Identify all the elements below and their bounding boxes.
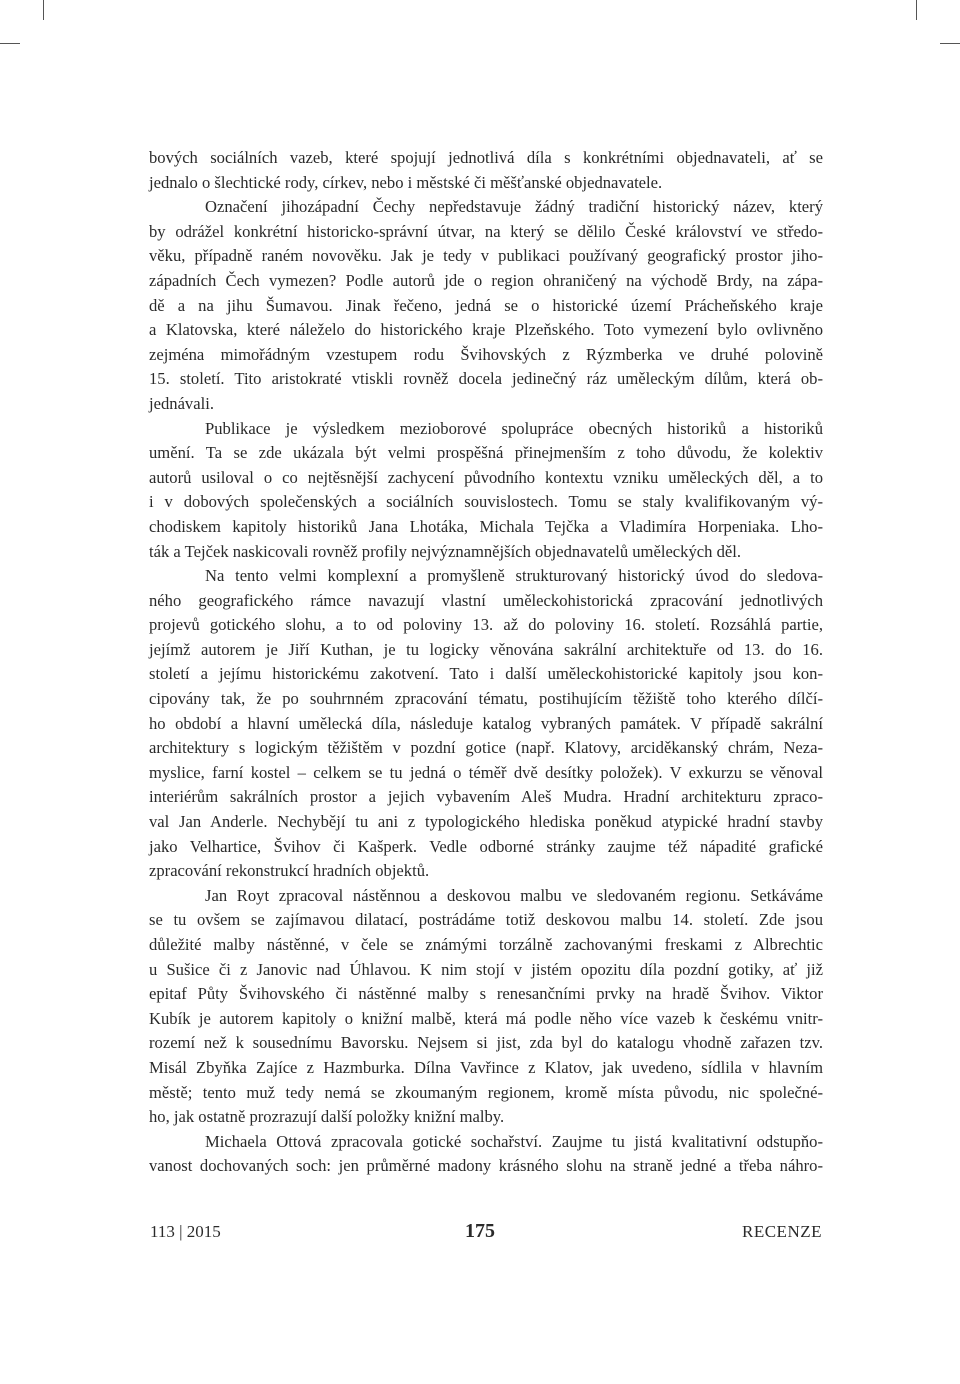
text-line: se tu ovšem se zajímavou dilatací, postrádáme totiž deskovou malbu 14. století. Zde jsou [149,910,823,930]
text-line: ho, jak ostatně prozrazují další položky knižní malby. [149,1107,505,1127]
text-line: důležité malby nástěnné, v čele se známými torzálně zachovanými freskami z Albrechtic [149,935,823,954]
text-line: ták a Tejček naskicovali rovněž profily nejvýznamnějších objednavatelů uměleckých děl. [149,541,741,561]
text-line: chodiskem kapitoly historiků Jana Lhotáka, Michala Tejčka a Vladimíra Horpeniaka. Lho- [149,516,823,536]
text-line: vanost dochovaných soch: jen průměrné madony krásného slohu na straně jedné a třeba náhro- [149,1156,823,1176]
text-line: interiérům sakrálních prostor a jejich vybavením Aleš Mudra. Hradní architekturu zpraco- [149,787,823,807]
text-line: jako Velhartice, Švihov či Kašperk. Vedle odborné stránky zaujme též nápadité grafické [149,836,823,856]
issue-label: 113 | 2015 [150,1222,221,1241]
section-label: RECENZE [742,1222,822,1241]
text-line: západních Čech vymezen? Podle autorů jde o region ohraničený na východě Brdy, na zápa- [149,270,823,290]
text-line: městě; tento muž tedy nemá se zkoumaným regionem, kromě místa původu, nic společné- [149,1082,823,1102]
text-line: Na tento velmi komplexní a promyšleně strukturovaný historický úvod do sledova- [205,566,823,586]
text-line: jednávali. [149,393,214,413]
text-line: by odrážel konkrétní historicko-správní útvar, na který se dělilo České království ve středo- [149,221,823,241]
text-line: u Sušice či z Janovic nad Úhlavou. K nim stojí v jistém opozitu díla pozdní gotiky, ať již [149,959,823,979]
text-line: projevů gotického slohu, a to od poloviny 13. až do poloviny 16. století. Rozsáhlá partie, [149,615,823,635]
crop-mark [0,43,20,44]
page-number: 175 [465,1220,495,1242]
text-line: cipovány tak, že po souhrnném zpracování tématu, postihujícím těžiště toho kterého dílčí- [149,689,823,709]
text-line: epitaf Půty Švihovského či nástěnné malby s renesančními prvky na hradě Švihov. Viktor [149,984,823,1004]
text-line: i v dobových společenských a sociálních souvislostech. Tomu se staly kvalifikovaným vý- [149,492,823,512]
text-line: ho období a hlavní umělecká díla, následuje katalog vybraných památek. V případě sakrální [149,713,823,733]
text-line: val Jan Anderle. Nechybějí tu ani z typologického hlediska poněkud atypické hradní stavby [149,812,823,832]
body-text [149,146,823,1179]
text-line: Kubík je autorem kapitoly o knižní malbě, která má podle něho více vazeb k českému vnitr- [149,1008,823,1028]
crop-mark [940,43,960,44]
text-line: Jan Royt zpracoval nástěnnou a deskovou malbu ve sledovaném regionu. Setkáváme [205,885,823,905]
crop-mark [916,0,917,20]
text-line: rozemí než k sousednímu Bavorsku. Nejsem si jist, zda byl do katalogu vhodně zařazen tzv. [149,1033,823,1053]
text-line: jednalo o šlechtické rody, církev, nebo i městské či měšťanské objednavatele. [149,172,663,192]
text-line: Michaela Ottová zpracovala gotické sochařství. Zaujme tu jistá kvalitativní odstupňo- [205,1131,823,1151]
text-line: myslice, farní kostel – celkem se tu jedná o téměř dvě desítky položek). V exkurzu se věnoval [149,762,823,782]
text-line: zpracování rekonstrukcí hradních objektů. [149,861,430,881]
text-line: architektury s logickým těžištěm v pozdní gotice (např. Klatovy, arciděkanský chrám, Neza- [149,738,823,758]
text-line: umění. Ta se zde ukázala být velmi prospěšná přinejmenším z toho důvodu, že kolektiv [149,443,823,463]
text-line: ného geografického rámce navazují vlastní uměleckohistorická zpracování jednotlivých [149,590,823,610]
text-line: Misál Zbyňka Zajíce z Hazmburka. Dílna Vavřince z Klatov, jak uvedeno, sídlila v hlavním [149,1057,823,1077]
text-line: autorů usiloval o co nejtěsnější zachycení původního kontextu vzniku uměleckých děl, a to [149,467,823,487]
text-line: a Klatovska, které náleželo do historického kraje Plzeňského. Toto vymezení bylo ovlivněno [149,320,823,340]
text-line: Označení jihozápadní Čechy nepředstavuje žádný tradiční historický název, který [205,197,823,217]
crop-mark [43,0,44,20]
text-line: zejména mimořádným vzestupem rodu Švihovských z Rýzmberka ve druhé polovině [149,344,823,364]
text-line: století a jejímu historickému zakotvení. Tato i další uměleckohistorické kapitoly jsou kon- [149,664,823,684]
text-line: Publikace je výsledkem mezioborové spolupráce obecných historiků a historiků [205,418,823,438]
text-line: dě a na jihu Šumavou. Jinak řečeno, jedná se o historické území Prácheňského kraje [149,295,823,315]
text-line: věku, případně raném novověku. Jak je tedy v publikaci používaný geografický prostor jiho- [149,246,823,266]
text-line: jejímž autorem je Jiří Kuthan, je tu logicky věnována sakrální architektuře od 13. do 16. [149,639,823,659]
text-line: 15. století. Tito aristokraté vtiskli rovněž docela jedinečný ráz uměleckým dílům, která ob- [149,369,823,389]
text-line: bových sociálních vazeb, které spojují jednotlivá díla s konkrétními objednavateli, ať se [149,148,823,167]
